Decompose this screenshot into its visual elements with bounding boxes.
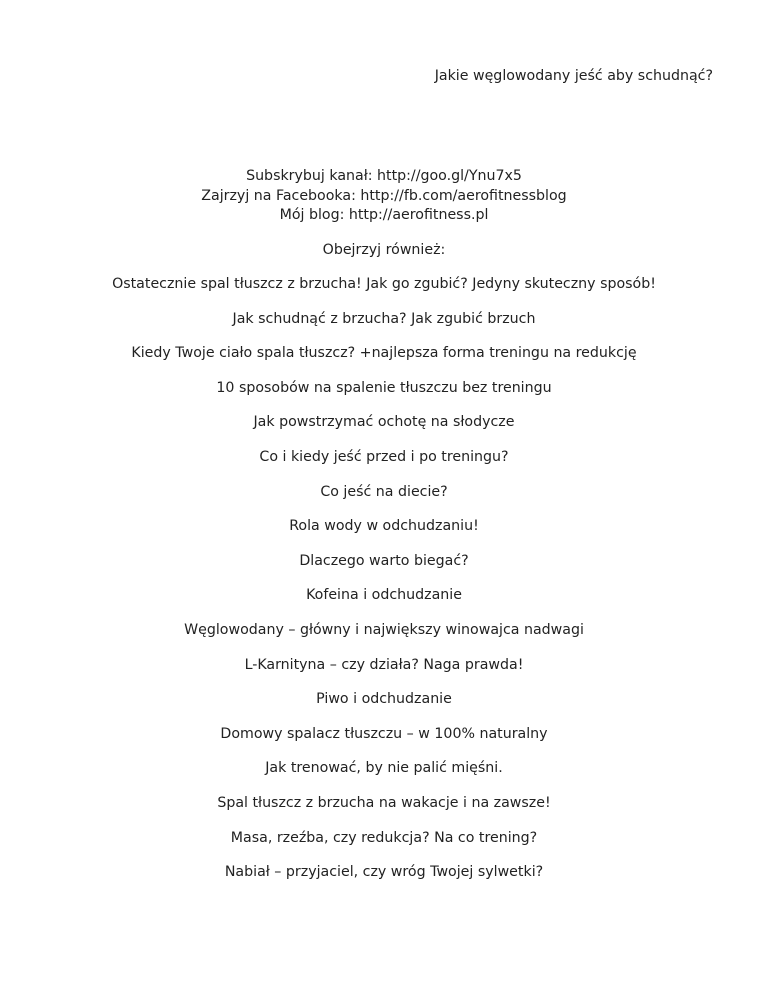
list-item: Kiedy Twoje ciało spala tłuszcz? +najlepsza forma treningu na redukcję: [131, 345, 637, 362]
facebook-link-line: Zajrzyj na Facebooka: http://fb.com/aerofitnessblog: [201, 187, 567, 204]
list-item: Jak powstrzymać ochotę na słodycze: [253, 414, 515, 431]
list-item: Jak trenować, by nie palić mięśni.: [265, 760, 503, 777]
document-title: Jakie węglowodany jeść aby schudnąć?: [434, 68, 713, 84]
channel-links: [0, 167, 768, 226]
list-item: Spal tłuszcz z brzucha na wakacje i na zawsze!: [217, 794, 551, 811]
list-item: Co jeść na diecie?: [320, 483, 448, 500]
list-item: Piwo i odchudzanie: [316, 691, 452, 708]
see-also-heading: Obejrzyj również:: [322, 242, 446, 258]
list-item: Rola wody w odchudzaniu!: [289, 518, 479, 535]
video-title-list: [0, 275, 768, 898]
list-item: Węglowodany – główny i największy winowajca nadwagi: [184, 621, 584, 638]
blog-link-line: Mój blog: http://aerofitness.pl: [279, 207, 489, 223]
list-item: L-Karnityna – czy działa? Naga prawda!: [244, 656, 524, 673]
list-item: Masa, rzeźba, czy redukcja? Na co trening?: [230, 829, 538, 846]
subscribe-link-line: Subskrybuj kanał: http://goo.gl/Ynu7x5: [246, 168, 522, 184]
list-item: Co i kiedy jeść przed i po treningu?: [259, 448, 509, 465]
list-item: Domowy spalacz tłuszczu – w 100% naturalny: [220, 725, 548, 742]
list-item: Jak schudnąć z brzucha? Jak zgubić brzuch: [232, 310, 536, 327]
list-item: Nabiał – przyjaciel, czy wróg Twojej sylwetki?: [224, 864, 544, 881]
list-item: Dlaczego warto biegać?: [299, 552, 469, 569]
list-item: Ostatecznie spal tłuszcz z brzucha! Jak go zgubić? Jedyny skuteczny sposób!: [112, 276, 656, 292]
list-item: Kofeina i odchudzanie: [306, 587, 462, 604]
list-item: 10 sposobów na spalenie tłuszczu bez treningu: [216, 379, 552, 396]
